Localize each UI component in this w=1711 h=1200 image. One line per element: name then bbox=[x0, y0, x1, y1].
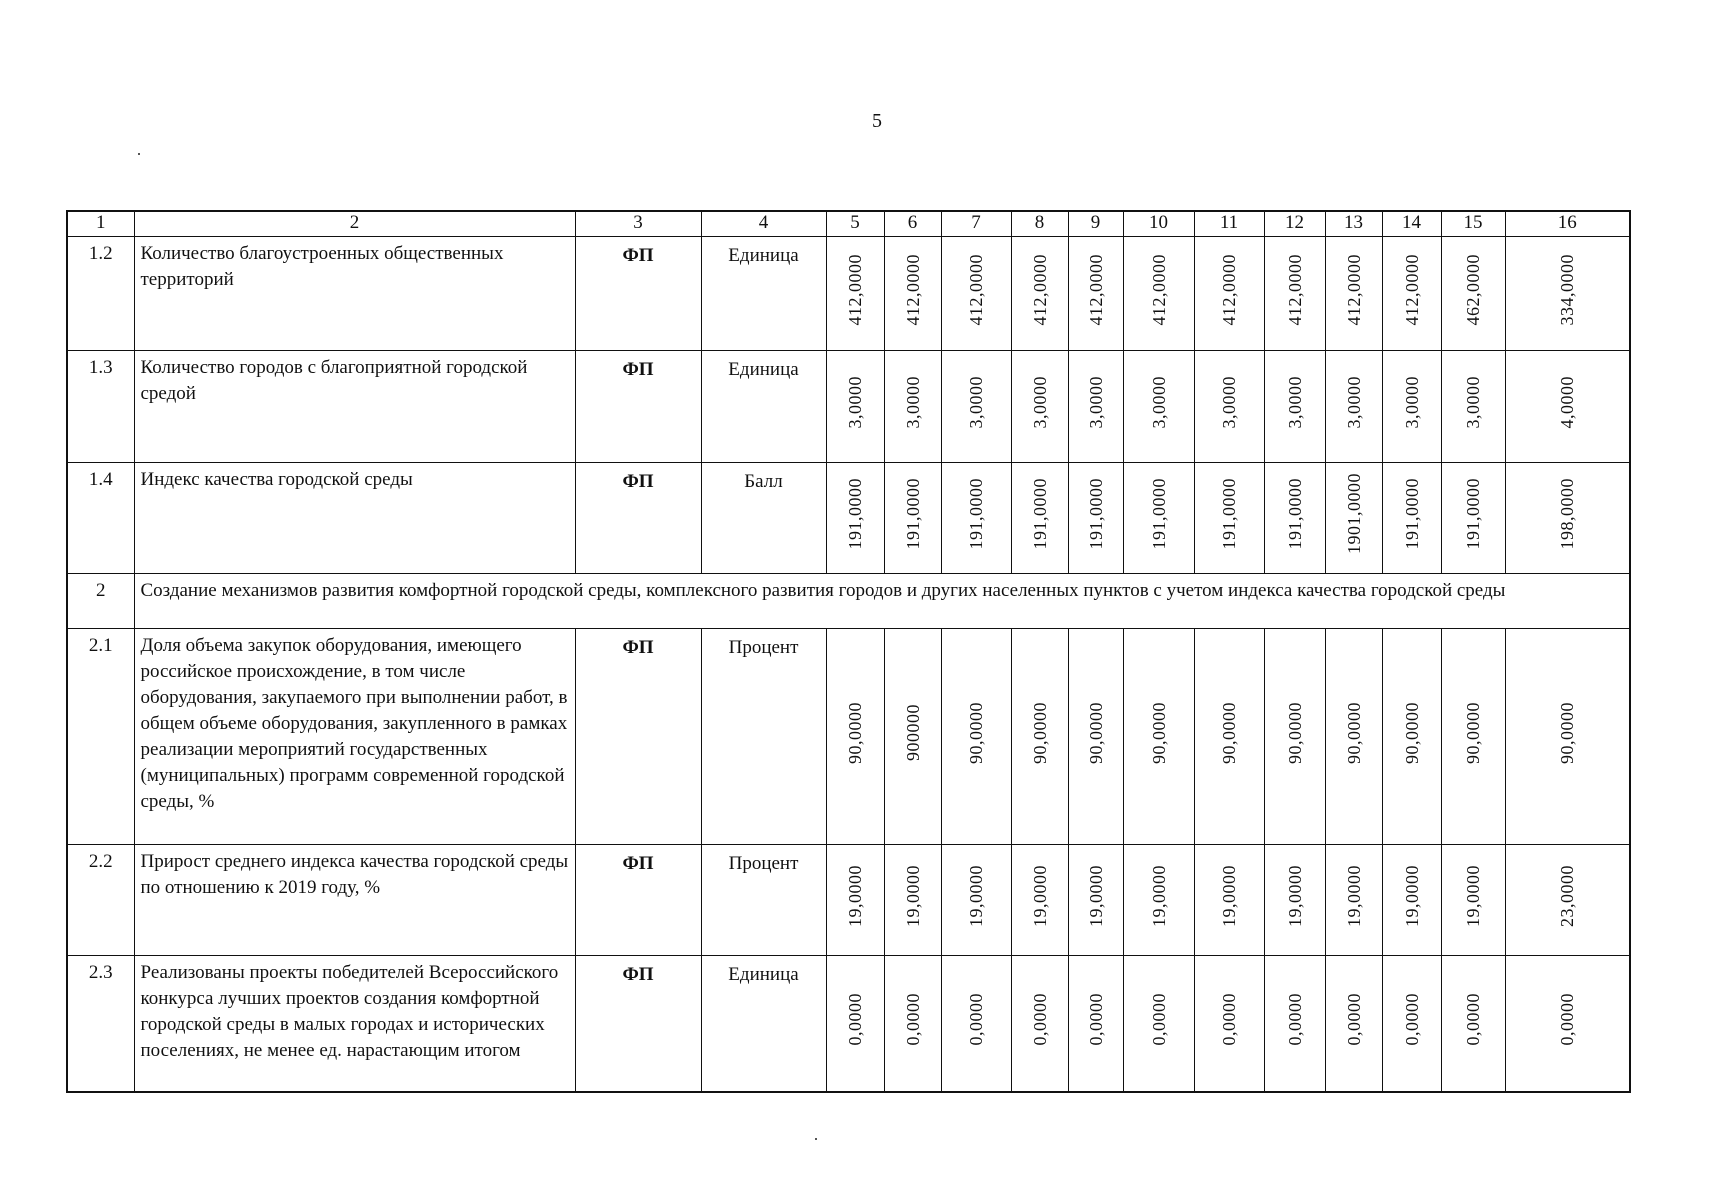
value: 90,0000 bbox=[1148, 701, 1169, 764]
value: 198,0000 bbox=[1557, 478, 1578, 550]
value-cell bbox=[1325, 463, 1382, 574]
indicators-table bbox=[66, 210, 1631, 1093]
value-cell bbox=[1011, 237, 1068, 351]
column-number: 1 bbox=[67, 211, 134, 237]
value: 3,0000 bbox=[845, 376, 865, 429]
value-cell bbox=[1264, 351, 1325, 463]
scan-speck bbox=[815, 1138, 817, 1140]
value: 0,0000 bbox=[1463, 993, 1483, 1046]
value-cell bbox=[941, 237, 1011, 351]
value-cell bbox=[1382, 463, 1441, 574]
value: 412,0000 bbox=[1343, 253, 1364, 326]
value: 90,0000 bbox=[1219, 701, 1239, 764]
column-number-row bbox=[67, 211, 1630, 237]
value-cell bbox=[826, 237, 884, 351]
column-number: 10 bbox=[1123, 211, 1194, 237]
value-cell bbox=[1441, 956, 1505, 1092]
value: 19,0000 bbox=[902, 865, 923, 927]
section-number: 2 bbox=[67, 574, 134, 629]
row-number: 1.3 bbox=[67, 351, 134, 463]
column-number: 15 bbox=[1441, 211, 1505, 237]
value-cell bbox=[1068, 463, 1123, 574]
value-cell bbox=[1194, 845, 1264, 956]
value: 0,0000 bbox=[902, 993, 923, 1046]
value: 90,0000 bbox=[1085, 701, 1106, 764]
value: 412,0000 bbox=[845, 253, 865, 326]
value: 19,0000 bbox=[966, 865, 986, 927]
value-cell bbox=[1068, 956, 1123, 1092]
value: 19,0000 bbox=[1085, 865, 1106, 927]
indicator-name: Доля объема закупок оборудования, имеющего российское происхождение, в том числе оборудования, закупаемого при выполнении работ, в общем объеме оборудования, закупленного в рамках реализации мероприятий государственных (муниципальных) программ современной городской среды, % bbox=[134, 629, 575, 845]
value-cell bbox=[1011, 956, 1068, 1092]
value-cell bbox=[1068, 629, 1123, 845]
value-cell bbox=[1325, 237, 1382, 351]
unit-of-measure: Процент bbox=[701, 845, 826, 956]
value: 90,0000 bbox=[1401, 701, 1422, 764]
value: 412,0000 bbox=[1219, 253, 1239, 326]
column-number: 8 bbox=[1011, 211, 1068, 237]
value-cell bbox=[1123, 463, 1194, 574]
value: 191,0000 bbox=[1401, 478, 1422, 550]
value-cell bbox=[1382, 237, 1441, 351]
value: 0,0000 bbox=[1219, 993, 1239, 1046]
column-number: 5 bbox=[826, 211, 884, 237]
value: 0,0000 bbox=[1343, 993, 1364, 1046]
value: 3,0000 bbox=[1029, 376, 1050, 429]
column-number: 11 bbox=[1194, 211, 1264, 237]
value-cell bbox=[1123, 237, 1194, 351]
value: 23,0000 bbox=[1557, 865, 1578, 927]
section-title: Создание механизмов развития комфортной городской среды, комплексного развития городов и других населенных пунктов с учетом индекса качества городской среды bbox=[134, 574, 1630, 629]
value: 90,0000 bbox=[1284, 701, 1305, 764]
column-number: 12 bbox=[1264, 211, 1325, 237]
row-number: 1.4 bbox=[67, 463, 134, 574]
unit-of-measure: Единица bbox=[701, 237, 826, 351]
source-code: ФП bbox=[575, 463, 701, 574]
value: 90,0000 bbox=[1557, 701, 1578, 764]
indicator-name: Индекс качества городской среды bbox=[134, 463, 575, 574]
value-cell bbox=[1505, 351, 1630, 463]
table-row bbox=[67, 463, 1630, 574]
value-cell bbox=[1011, 629, 1068, 845]
value: 191,0000 bbox=[1029, 478, 1050, 550]
value-cell bbox=[884, 629, 941, 845]
value-cell bbox=[884, 845, 941, 956]
value-cell bbox=[1123, 956, 1194, 1092]
value: 3,0000 bbox=[1401, 376, 1422, 429]
value-cell bbox=[1505, 845, 1630, 956]
value: 334,0000 bbox=[1557, 253, 1578, 326]
row-number: 2.2 bbox=[67, 845, 134, 956]
value-cell bbox=[1382, 629, 1441, 845]
value: 0,0000 bbox=[1085, 993, 1106, 1046]
value: 19,0000 bbox=[1343, 865, 1364, 927]
value-cell bbox=[1325, 629, 1382, 845]
value: 3,0000 bbox=[902, 376, 923, 429]
value-cell bbox=[1441, 351, 1505, 463]
value-cell bbox=[826, 629, 884, 845]
column-number: 3 bbox=[575, 211, 701, 237]
value: 19,0000 bbox=[1148, 865, 1169, 927]
value-cell bbox=[1441, 463, 1505, 574]
value: 3,0000 bbox=[1463, 376, 1483, 429]
value: 90,0000 bbox=[1463, 701, 1483, 764]
value: 191,0000 bbox=[845, 478, 865, 550]
value: 0,0000 bbox=[1148, 993, 1169, 1046]
indicator-name: Количество благоустроенных общественных территорий bbox=[134, 237, 575, 351]
value: 0,0000 bbox=[1029, 993, 1050, 1046]
value-cell bbox=[1194, 351, 1264, 463]
value-cell bbox=[826, 463, 884, 574]
value-cell bbox=[1325, 351, 1382, 463]
value-cell bbox=[1505, 463, 1630, 574]
indicator-name: Реализованы проекты победителей Всероссийского конкурса лучших проектов создания комфортной городской среды в малых городах и исторических поселениях, не менее ед. нарастающим итогом bbox=[134, 956, 575, 1092]
value: 191,0000 bbox=[1085, 478, 1106, 550]
indicator-name: Прирост среднего индекса качества городской среды по отношению к 2019 году, % bbox=[134, 845, 575, 956]
column-number: 9 bbox=[1068, 211, 1123, 237]
value-cell bbox=[941, 629, 1011, 845]
value-cell bbox=[826, 956, 884, 1092]
scan-speck bbox=[138, 153, 140, 155]
value: 0,0000 bbox=[1401, 993, 1422, 1046]
value: 3,0000 bbox=[1284, 376, 1305, 429]
row-number: 2.3 bbox=[67, 956, 134, 1092]
value-cell bbox=[1264, 629, 1325, 845]
value-cell bbox=[941, 351, 1011, 463]
value: 191,0000 bbox=[1148, 478, 1169, 550]
page-number: 5 bbox=[872, 110, 882, 132]
value-cell bbox=[1194, 956, 1264, 1092]
value-cell bbox=[941, 956, 1011, 1092]
value-cell bbox=[1441, 629, 1505, 845]
value: 191,0000 bbox=[1284, 478, 1305, 550]
value: 462,0000 bbox=[1463, 253, 1483, 326]
value-cell bbox=[884, 237, 941, 351]
value: 412,0000 bbox=[1029, 253, 1050, 326]
unit-of-measure: Балл bbox=[701, 463, 826, 574]
value: 90,0000 bbox=[1343, 701, 1364, 764]
value-cell bbox=[1382, 351, 1441, 463]
table-row bbox=[67, 845, 1630, 956]
value: 1901,0000 bbox=[1343, 473, 1364, 555]
section-row bbox=[67, 574, 1630, 629]
unit-of-measure: Процент bbox=[701, 629, 826, 845]
value-cell bbox=[1325, 956, 1382, 1092]
value: 19,0000 bbox=[845, 865, 865, 927]
unit-of-measure: Единица bbox=[701, 351, 826, 463]
value-cell bbox=[1382, 845, 1441, 956]
value-cell bbox=[884, 463, 941, 574]
value-cell bbox=[1194, 463, 1264, 574]
value-cell bbox=[1325, 845, 1382, 956]
value: 19,0000 bbox=[1284, 865, 1305, 927]
value: 3,0000 bbox=[1219, 376, 1239, 429]
value-cell bbox=[1011, 845, 1068, 956]
source-code: ФП bbox=[575, 629, 701, 845]
value-cell bbox=[1068, 351, 1123, 463]
row-number: 2.1 bbox=[67, 629, 134, 845]
column-number: 4 bbox=[701, 211, 826, 237]
value: 412,0000 bbox=[1284, 253, 1305, 326]
value: 412,0000 bbox=[1085, 253, 1106, 326]
value-cell bbox=[884, 351, 941, 463]
table-row bbox=[67, 629, 1630, 845]
value-cell bbox=[1194, 629, 1264, 845]
value-cell bbox=[1068, 237, 1123, 351]
value: 191,0000 bbox=[1219, 478, 1239, 550]
value-cell bbox=[1011, 351, 1068, 463]
value: 3,0000 bbox=[966, 376, 986, 429]
value-cell bbox=[1264, 956, 1325, 1092]
value: 0,0000 bbox=[1284, 993, 1305, 1046]
value: 3,0000 bbox=[1343, 376, 1364, 429]
value: 191,0000 bbox=[902, 478, 923, 550]
value-cell bbox=[1505, 629, 1630, 845]
value: 90,0000 bbox=[966, 701, 986, 764]
value-cell bbox=[1068, 845, 1123, 956]
value-cell bbox=[1011, 463, 1068, 574]
value: 3,0000 bbox=[1085, 376, 1106, 429]
table-row bbox=[67, 956, 1630, 1092]
source-code: ФП bbox=[575, 351, 701, 463]
value: 412,0000 bbox=[966, 253, 986, 326]
value-cell bbox=[1441, 845, 1505, 956]
value: 19,0000 bbox=[1401, 865, 1422, 927]
value-cell bbox=[1382, 956, 1441, 1092]
value-cell bbox=[1505, 956, 1630, 1092]
table-row bbox=[67, 351, 1630, 463]
value-cell bbox=[1505, 237, 1630, 351]
value: 412,0000 bbox=[1401, 253, 1422, 326]
value: 90,0000 bbox=[845, 701, 865, 764]
value-cell bbox=[941, 463, 1011, 574]
column-number: 2 bbox=[134, 211, 575, 237]
value-cell bbox=[1264, 845, 1325, 956]
row-number: 1.2 bbox=[67, 237, 134, 351]
value: 191,0000 bbox=[966, 478, 986, 550]
source-code: ФП bbox=[575, 845, 701, 956]
value: 19,0000 bbox=[1029, 865, 1050, 927]
value-cell bbox=[826, 845, 884, 956]
value: 19,0000 bbox=[1463, 865, 1483, 927]
unit-of-measure: Единица bbox=[701, 956, 826, 1092]
value-cell bbox=[1441, 237, 1505, 351]
column-number: 14 bbox=[1382, 211, 1441, 237]
value: 900000 bbox=[902, 704, 923, 761]
value-cell bbox=[1123, 351, 1194, 463]
column-number: 7 bbox=[941, 211, 1011, 237]
value: 191,0000 bbox=[1463, 478, 1483, 550]
column-number: 16 bbox=[1505, 211, 1630, 237]
source-code: ФП bbox=[575, 237, 701, 351]
value: 19,0000 bbox=[1219, 865, 1239, 927]
value: 0,0000 bbox=[1557, 993, 1578, 1046]
value-cell bbox=[941, 845, 1011, 956]
value: 4,0000 bbox=[1557, 376, 1578, 429]
value: 412,0000 bbox=[902, 253, 923, 326]
value-cell bbox=[1123, 629, 1194, 845]
value: 0,0000 bbox=[966, 993, 986, 1046]
value-cell bbox=[1194, 237, 1264, 351]
indicator-name: Количество городов с благоприятной городской средой bbox=[134, 351, 575, 463]
value-cell bbox=[884, 956, 941, 1092]
value-cell bbox=[1264, 237, 1325, 351]
value: 90,0000 bbox=[1029, 701, 1050, 764]
column-number: 13 bbox=[1325, 211, 1382, 237]
value: 0,0000 bbox=[845, 993, 865, 1046]
value-cell bbox=[1123, 845, 1194, 956]
value-cell bbox=[826, 351, 884, 463]
column-number: 6 bbox=[884, 211, 941, 237]
value-cell bbox=[1264, 463, 1325, 574]
value: 412,0000 bbox=[1148, 253, 1169, 326]
table-row bbox=[67, 237, 1630, 351]
value: 3,0000 bbox=[1148, 376, 1169, 429]
source-code: ФП bbox=[575, 956, 701, 1092]
